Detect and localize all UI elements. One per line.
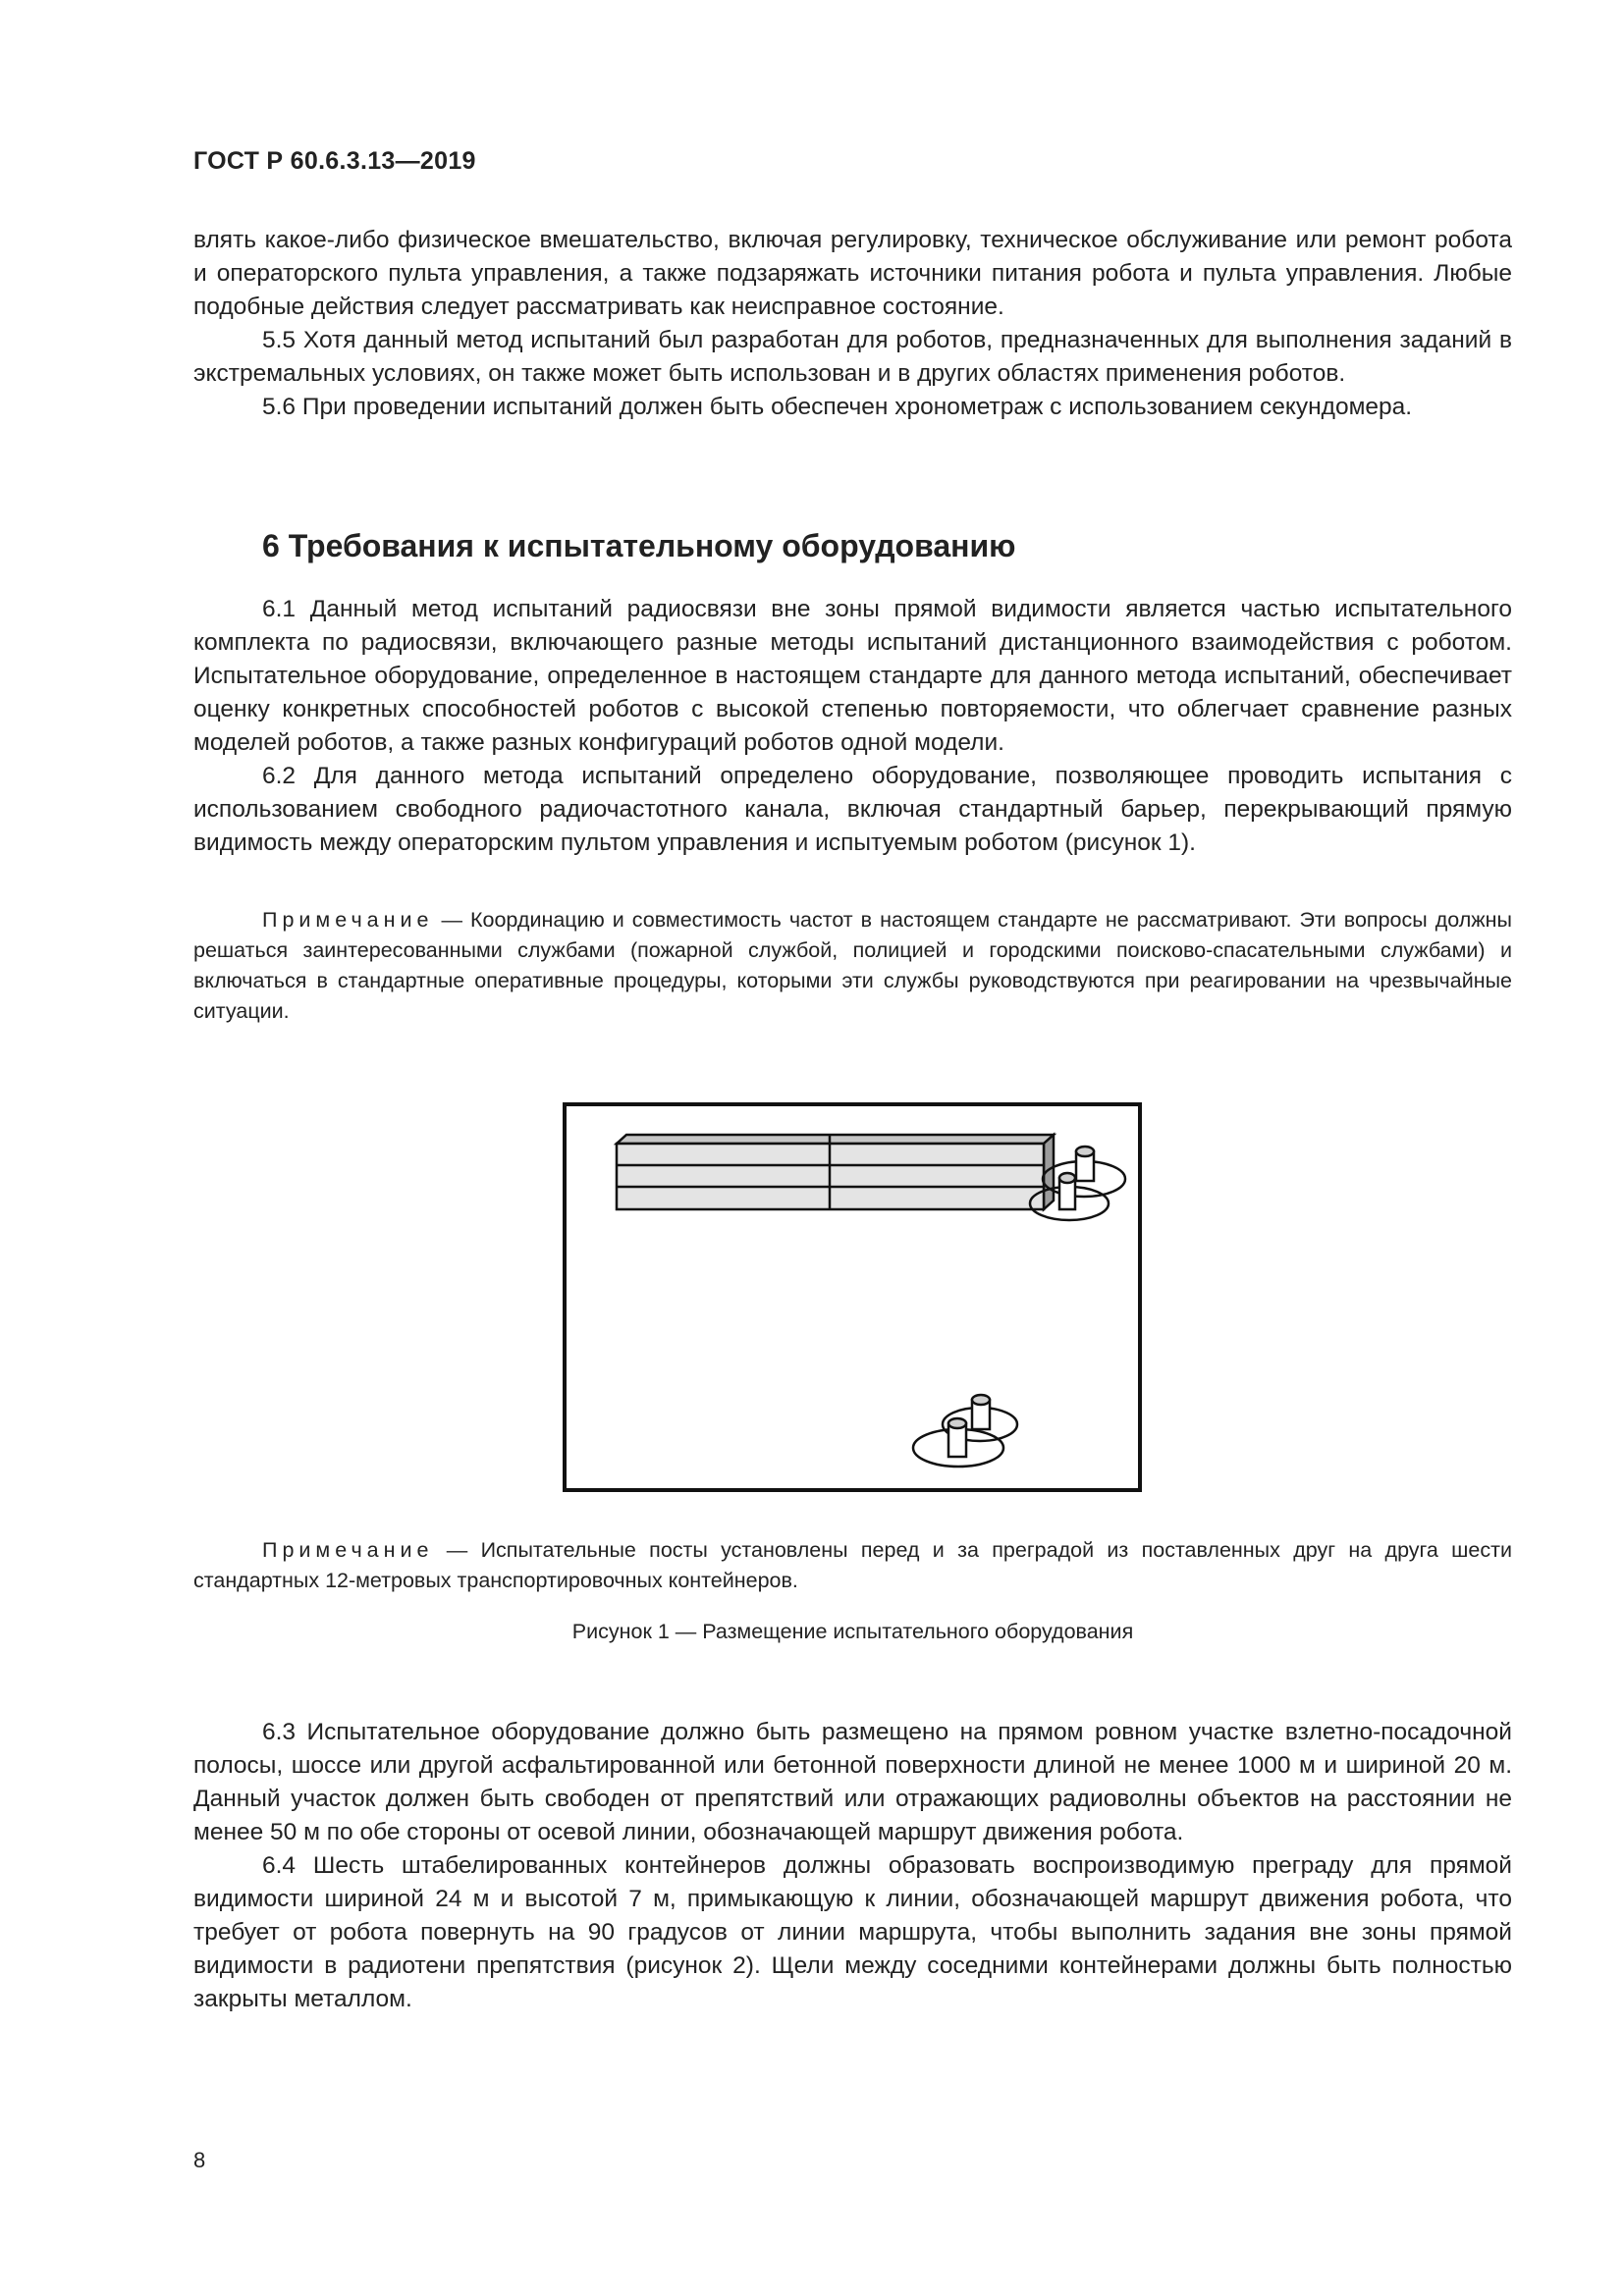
paragraph-5-6: 5.6 При проведении испытаний должен быть обеспечен хронометраж с использованием секундомера. [262,394,1413,420]
test-post-lower [913,1395,1017,1467]
note-label: Примечание [262,908,434,932]
paragraph-6-3: 6.3 Испытательное оборудование должно быть размещено на прямом ровном участке взлетно-посадочной полосы, шоссе или другой асфальтированной или бетонной поверхности длиной не менее 1000 м и шириной 20 м. Данный участок должен быть свободен от препятствий или отражающих радиоволны объектов на расстоянии не менее 50 м по обе стороны от осевой линии, обозначающей маршрут движения робота. [193,1719,1512,1845]
paragraph-6-4: 6.4 Шесть штабелированных контейнеров должны образовать воспроизводимую преграду для прямой видимости шириной 24 м и высотой 7 м, примыкающую к линии, обозначающей маршрут движения робота, что требует от робота повернуть на 90 градусов от линии маршрута, чтобы выполнить задания вне зоны прямой видимости в радиотени препятствия (рисунок 2). Щели между соседними контейнерами должны быть полностью закрыты металлом. [193,1852,1512,2012]
paragraph-5-5: 5.5 Хотя данный метод испытаний был разработан для роботов, предназначенных для выполнения заданий в экстремальных условиях, он также может быть использован и в других областях применения роботов. [193,327,1512,387]
note-text: — Координацию и совместимость частот в настоящем стандарте не рассматривают. Эти вопросы должны решаться заинтересованными службами (пожарной службой, полицией и городскими поисково-спасательными службами) и включаться в стандартные оперативные процедуры, которыми эти службы руководствуются при реагировании на чрезвычайные ситуации. [193,908,1512,1023]
paragraph-continuation: влять какое-либо физическое вмешательство, включая регулировку, техническое обслуживание или ремонт робота и операторского пульта управления, а также подзаряжать источники питания робота и пульта управления. Любые подобные действия следует рассматривать как неисправное состояние. [193,227,1512,320]
section-6-title: 6 Требования к испытательному оборудованию [262,528,1016,563]
paragraph-6-2: 6.2 Для данного метода испытаний определено оборудование, позволяющее проводить испытания с использованием свободного радиочастотного канала, включая стандартный барьер, перекрывающий прямую видимость между операторским пультом управления и испытуемым роботом (рисунок 1). [193,763,1512,856]
figure-1-caption: Рисунок 1 — Размещение испытательного оборудования [571,1620,1134,1643]
figure-1-note [193,1535,1512,1596]
figure-note-paragraph [193,1535,1512,1596]
note-frequency-coordination [193,905,1512,1027]
text-block-requirements [193,1716,1512,2016]
figure-note-text: — Испытательные посты установлены перед и за преградой из поставленных друг на друга шести стандартных 12-метровых транспортировочных контейнеров. [193,1538,1512,1592]
text-block-section5 [193,224,1512,424]
figure-1 [558,1097,1147,1505]
text-block-section6 [193,593,1512,860]
note-paragraph [193,905,1512,1027]
document-header: ГОСТ Р 60.6.3.13—2019 [193,147,476,175]
page-number: 8 [193,2148,206,2172]
paragraph-6-1: 6.1 Данный метод испытаний радиосвязи вне зоны прямой видимости является частью испытательного комплекта по радиосвязи, включающего разные методы испытаний дистанционного взаимодействия с роботом. Испытательное оборудование, определенное в настоящем стандарте для данного метода испытаний, обеспечивает оценку конкретных способностей роботов с высокой степенью повторяемости, что облегчает сравнение разных моделей роботов, а также разных конфигураций роботов одной модели. [193,596,1512,756]
figure-note-label: Примечание [262,1538,434,1562]
test-layout-diagram [558,1097,1147,1500]
container-stack [617,1135,1054,1209]
